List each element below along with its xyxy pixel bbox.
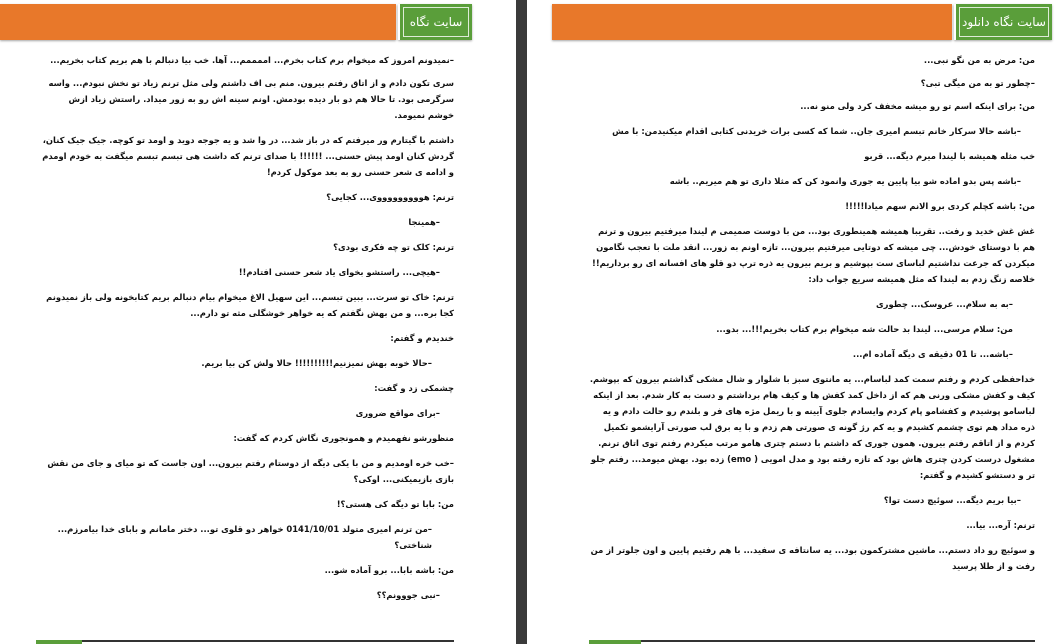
right-page-footer-line: [589, 640, 1035, 642]
paragraph: من: بابا تو دیگه کی هستی؟!: [336, 499, 454, 509]
right-page-footer-accent: [589, 640, 641, 644]
paragraph: –همینجا: [408, 217, 440, 227]
header-orange-bar: [0, 4, 396, 40]
site-name-label: سایت نگاه دانلود: [959, 7, 1049, 37]
right-page-header: [552, 4, 1050, 40]
left-page-text: [40, 52, 454, 612]
paragraph: من: برای اینکه اسم تو رو میشه مخفف کرد ولی منو نه...: [800, 101, 1035, 111]
paragraph: ترنم: کلک تو چه فکری بودی؟: [333, 242, 454, 252]
paragraph: من: مرض به من نگو نبی...: [923, 55, 1035, 65]
left-page-footer-accent: [36, 640, 82, 644]
paragraph: من: باشه کچلم کردی برو الانم سهم میادا!!!!!: [845, 201, 1035, 211]
header-orange-bar: [552, 4, 952, 40]
paragraph: ترنم: هوووووووووی... کجایی؟: [326, 192, 454, 202]
paragraph: خب مثله همیشه با لیندا میرم دیگه... قربو: [864, 151, 1035, 161]
left-page: [0, 0, 516, 644]
paragraph: –نمیدونم امروز که میخوام برم کتاب بخرم... اممممم... آها. خب بیا دنبالم با هم بریم کتاب بخریم...: [50, 55, 454, 65]
paragraph: –بیا بریم دیگه... سوئیچ دست توا؟: [883, 495, 1021, 505]
paragraph: سری تکون دادم و از اتاق رفتم بیرون. منم بی اف داشتم ولی مثل ترنم زیاد تو نخش نبودم... واسه سرگرمی بود. تا حالا هم دو بار دیده بودمش. اونم سینه اش رو به زور میداد. راستش زیاد ازش خوشم نمیومد.: [48, 78, 454, 120]
paragraph: –نبی جووونم؟؟: [376, 590, 440, 600]
paragraph: –چطور تو به من میگی تبی؟: [920, 78, 1035, 88]
paragraph: ترنم: آره... بیا...: [966, 520, 1035, 530]
paragraph: غش غش خدید و رفت.. تقریبا همیشه همینطوری بود... من با دوست صمیمی م لیندا میرفتیم بیرون و ترنم هم با دوستای خودش... چی میشه که دوتایی میرفتیم بیرون... تازه اونم به زور... انقد ملت با تعجب نگامون میکردن که جرعت نداشتیم لباسای ست بپوشیم و بریم بیرون یه ذره ترپ دو قلو های افسانه ای رو برداریم!! خلاصه زنگ زدم به لیندا که مثل همیشه سریع جواب داد:: [592, 226, 1035, 284]
paragraph: من: سلام مرسی... لیندا بد حالت شه میخوام برم کتاب بخریم!!!... بدو...: [716, 324, 1013, 334]
paragraph: منظورشو نفهمیدم و همونجوری نگاش کردم که گفت:: [233, 433, 454, 443]
page-divider: [516, 0, 527, 644]
paragraph: –باشه حالا سرکار خانم تبسم امیری جان.. شما که کسی برات خریدنی کتابی اقدام میکنیدمن: با مش: [612, 126, 1021, 136]
paragraph: –باشه... تا 01 دقیقه ی دیگه آماده ام...: [852, 349, 1013, 359]
paragraph: چشمکی زد و گفت:: [374, 383, 454, 393]
paragraph: خندیدم و گفتم:: [390, 333, 454, 343]
right-page-text: [589, 52, 1035, 583]
paragraph: –من ترنم امیری متولد 0141/10/01 خواهر دو قلوی تو... دختر مامانم و بابای خدا بیامرزم... شناختی؟: [57, 524, 432, 550]
paragraph: –حالا خوبه بهش نمیزنیم!!!!!!!!!! حالا ولش کن بیا بریم.: [201, 358, 432, 368]
paragraph: خداحفظی کردم و رفتم سمت کمد لباسام... یه مانتوی سبز با شلوار و شال مشکی گذاشتم بیرون که بپوشم. کیف و کفش مشکی ورنی هم که از داخل کمد کفش ها و کیف هام برداشتم و دست به کار شدم. بعد از اینکه لباسامو پوشیدم و کفشامو پام کردم وایسادم جلوی آیینه و با ریمل مژه های فر و بلندم رو حالت دادم و یه ذره مداد هم توی چشمم کشیدم و یه کم رژ گونه ی صورتی هم زدم و با یه برق لب صورتی آرایشمو تکمیل کردم و از اتاقم رفتم بیرون. همون جوری که داشتم با دستم چتری هامو مرتب میکردم رفتم توی اتاق ترنم. مشغول درست کردن چتری هاش بود که تازه رفته بود و مدل امویی ( emo) زده بود. بهش میومد... رفتم جلو تر و دستشو کشیدم و گفتم:: [589, 374, 1035, 480]
left-page-footer-line: [36, 640, 454, 642]
paragraph: داشتم با گیتارم ور میرفتم که در باز شد... در وا شد و یه جوجه دوید و اومد تو کوچه. جیک جیک کنان، گردش کنان اومد پیش حسنی... !!!!!! با صدای ترنم که داشت هی تبسم تبسم میگفت به خودم اومدم و ادامه ی شعر حسنی رو به بعد موکول کردم!: [42, 135, 454, 177]
site-name-badge: [398, 4, 472, 57]
left-page-header: [0, 4, 470, 57]
site-name-badge: [954, 4, 1052, 40]
paragraph: من: باشه بابا... برو آماده شو...: [324, 565, 454, 575]
paragraph: –برای مواقع ضروری: [355, 408, 440, 418]
paragraph: –باشه پس بدو اماده شو بیا پایین یه جوری وانمود کن که مثلا داری تو هم میریم.. باشه: [669, 176, 1021, 186]
site-name-label: سایت نگاه دانلود: [403, 7, 469, 37]
paragraph: –خب خره اومدیم و من با یکی دیگه از دوستام رفتم بیرون... اون جاست که تو میای و جای من نقش بازی بازیمیکنی... اوکی؟: [47, 458, 454, 484]
paragraph: و سوئیچ رو داد دستم... ماشین مشترکمون بود... یه سانتافه ی سفید... با هم رفتیم پایین و اون جلوتر از من رفت و از طلا پرسید: [590, 545, 1035, 571]
paragraph: ترنم: خاک تو سرت... ببین تبسم... این سهیل الاغ میخوام بیام دنبالم بریم کتابخونه ولی باز نمیدونم کجا بره... و من بهش نگفتم که یه خواهر خوشگلی مثه تو دارم...: [46, 292, 454, 318]
paragraph: –به به سلام... عروسک... چطوری: [875, 299, 1013, 309]
paragraph: –هیچی... راستشو بخوای یاد شعر حسنی افتادم!!: [238, 267, 440, 277]
right-page: [527, 0, 1056, 644]
